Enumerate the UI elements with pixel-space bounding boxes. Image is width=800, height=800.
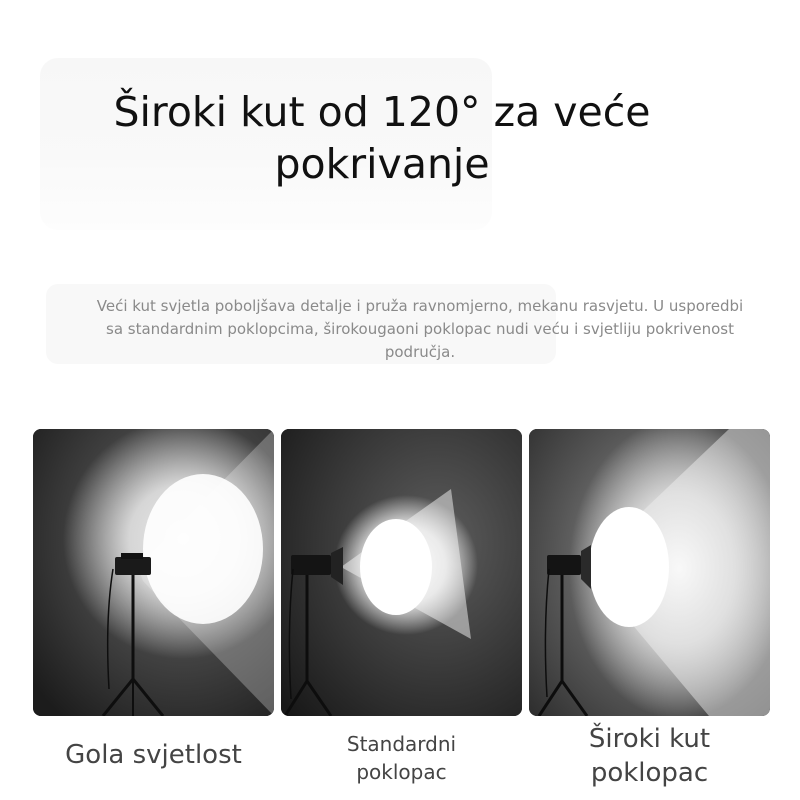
caption-wide-angle-reflector bbox=[529, 722, 770, 790]
description-text bbox=[50, 295, 790, 364]
comparison-photo-bare-light bbox=[33, 429, 274, 716]
bare-light-stand-icon bbox=[33, 429, 274, 716]
description-line-3: područja. bbox=[384, 343, 456, 361]
caption-standard-reflector bbox=[281, 730, 522, 786]
caption-standard-reflector-line-1: Standardni bbox=[346, 732, 457, 756]
caption-bare-light-line-1: Gola svjetlost bbox=[65, 740, 242, 770]
title-line-2: pokrivanje bbox=[274, 140, 490, 188]
caption-wide-angle-reflector-line-2: poklopac bbox=[590, 758, 709, 788]
caption-wide-angle-reflector-line-1: Široki kut bbox=[588, 724, 711, 754]
description-line-2: sa standardnim poklopcima, širokougaoni poklopac nudi veću i svjetliju pokrivenost bbox=[106, 320, 734, 338]
wide-angle-reflector-light-icon bbox=[529, 429, 770, 716]
comparison-photo-wide-angle-reflector bbox=[529, 429, 770, 716]
description-line-1: Veći kut svjetla poboljšava detalje i pruža ravnomjerno, mekanu rasvjetu. U usporedbi bbox=[96, 297, 744, 315]
comparison-photo-standard-reflector bbox=[281, 429, 522, 716]
page-title bbox=[60, 86, 704, 190]
standard-reflector-light-icon bbox=[281, 429, 522, 716]
caption-bare-light bbox=[33, 738, 274, 772]
title-line-1: Široki kut od 120° za veće bbox=[113, 88, 651, 136]
caption-standard-reflector-line-2: poklopac bbox=[356, 760, 447, 784]
